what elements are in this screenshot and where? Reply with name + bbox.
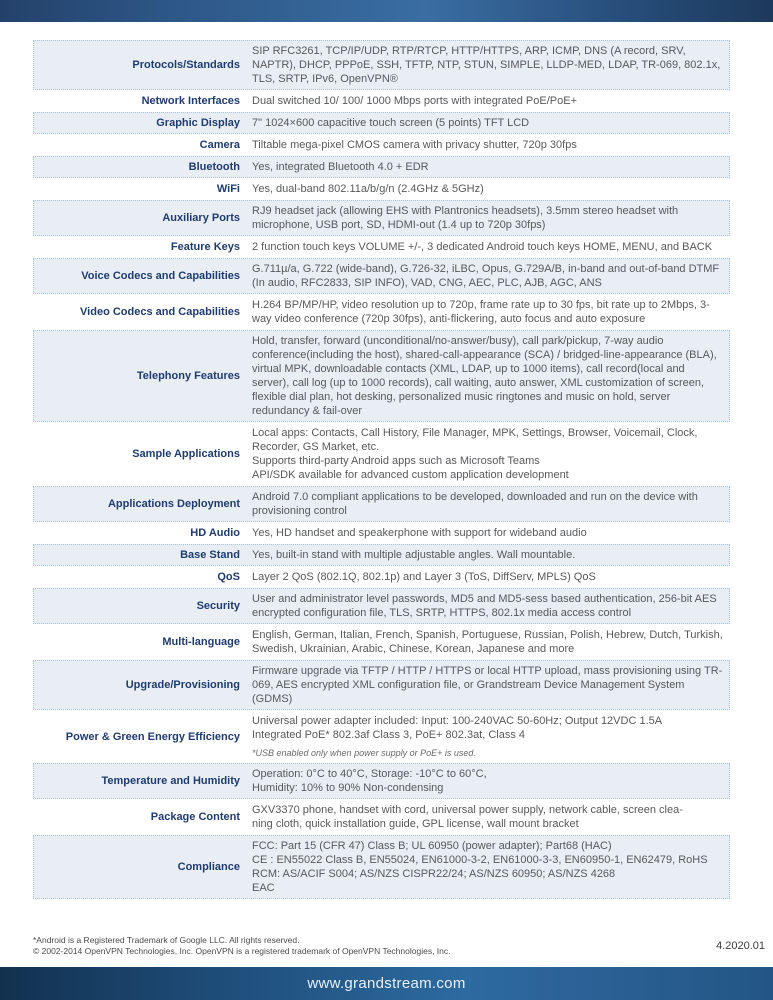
spec-label: Applications Deployment xyxy=(107,498,240,510)
spec-row xyxy=(33,835,730,899)
spec-value xyxy=(252,259,729,293)
spec-row xyxy=(33,178,730,200)
spec-value-line: 7" 1024×600 capacitive touch screen (5 points) TFT LCD xyxy=(252,117,530,129)
spec-label: Camera xyxy=(199,139,240,151)
spec-value-line: G.711µ/a, G.722 (wide-band), G.726-32, iLBC, Opus, G.729A/B, in-band and out-of-band DTMF (In audio, RFC2833, SIP INFO), VAD, CNG, AEC, PLC, AJB, AGC, ANS xyxy=(252,263,720,289)
spec-row xyxy=(33,112,730,134)
spec-label: Network Interfaces xyxy=(141,95,240,107)
spec-label: Telephony Features xyxy=(136,370,240,382)
spec-value xyxy=(252,567,729,587)
spec-label: HD Audio xyxy=(190,527,240,539)
spec-label: WiFi xyxy=(216,183,240,195)
spec-value-line: English, German, Italian, French, Spanish, Portuguese, Russian, Polish, Hebrew, Dutch, Turkish, Swedish, Ukrainian, Arabic, Chinese, Korean, Japanese and more xyxy=(252,629,723,655)
spec-label: Temperature and Humidity xyxy=(101,775,240,787)
spec-label: Base Stand xyxy=(180,549,240,561)
spec-label: Package Content xyxy=(150,811,240,823)
spec-value xyxy=(252,113,729,133)
spec-row xyxy=(33,258,730,294)
spec-value xyxy=(252,711,729,762)
spec-label: Multi-language xyxy=(162,636,240,648)
spec-value-line: Yes, integrated Bluetooth 4.0 + EDR xyxy=(252,161,429,173)
spec-label: Upgrade/Provisioning xyxy=(125,679,240,691)
spec-value xyxy=(252,157,729,177)
spec-value-line: H.264 BP/MP/HP, video resolution up to 720p, frame rate up to 30 fps, bit rate up to 2Mbps, 3-way video conference (720p 30fps), anti-flickering, auto focus and auto exposure xyxy=(252,299,710,325)
spec-row xyxy=(33,588,730,624)
spec-value xyxy=(252,237,729,257)
spec-value-line: 2 function touch keys VOLUME +/-, 3 dedicated Android touch keys HOME, MENU, and BACK xyxy=(252,241,713,253)
spec-row xyxy=(33,156,730,178)
spec-row xyxy=(33,486,730,522)
spec-value xyxy=(252,201,729,235)
website-link[interactable]: www.grandstream.com xyxy=(307,975,466,992)
spec-row xyxy=(33,660,730,710)
spec-value-line: Integrated PoE* 802.3af Class 3, PoE+ 802.3at, Class 4 xyxy=(252,729,526,741)
spec-value xyxy=(252,545,729,565)
spec-value-line: Android 7.0 compliant applications to be developed, downloaded and run on the device with provisioning control xyxy=(252,491,698,517)
spec-value xyxy=(252,91,729,111)
spec-row xyxy=(33,566,730,588)
spec-row xyxy=(33,624,730,660)
spec-label: Security xyxy=(196,600,240,612)
spec-row xyxy=(33,40,730,90)
spec-label: Voice Codecs and Capabilities xyxy=(81,270,240,282)
spec-row xyxy=(33,90,730,112)
spec-value xyxy=(252,589,729,623)
spec-row xyxy=(33,763,730,799)
spec-value-line: ning cloth, quick installation guide, GPL license, wall mount bracket xyxy=(252,818,579,830)
spec-value xyxy=(252,423,729,485)
android-trademark-note: *Android is a Registered Trademark of Google LLC. All rights reserved. xyxy=(33,935,300,945)
spec-value-line: Firmware upgrade via TFTP / HTTP / HTTPS or local HTTP upload, mass provisioning using TR-069, AES encrypted XML configuration file, or Grandstream Device Management System (GDMS) xyxy=(252,665,723,705)
openvpn-trademark-note: © 2002-2014 OpenVPN Technologies, Inc. OpenVPN is a registered trademark of OpenVPN Technologies, Inc. xyxy=(33,946,451,956)
spec-value-line: Yes, dual-band 802.11a/b/g/n (2.4GHz & 5GHz) xyxy=(252,183,484,195)
spec-label: Compliance xyxy=(177,861,240,873)
spec-value xyxy=(252,764,729,798)
spec-sheet-table xyxy=(33,40,730,899)
spec-row xyxy=(33,544,730,566)
spec-value-line: Tiltable mega-pixel CMOS camera with privacy shutter, 720p 30fps xyxy=(252,139,577,151)
spec-row xyxy=(33,799,730,835)
spec-value-line: Dual switched 10/ 100/ 1000 Mbps ports with integrated PoE/PoE+ xyxy=(252,95,577,107)
spec-value xyxy=(252,625,729,659)
spec-row-footnote: *USB enabled only when power supply or PoE+ is used. xyxy=(252,748,476,758)
spec-value-line: SIP RFC3261, TCP/IP/UDP, RTP/RTCP, HTTP/HTTPS, ARP, ICMP, DNS (A record, SRV, NAPTR), DHCP, PPPoE, SSH, TFTP, NTP, STUN, SIMPLE, LLDP-MED, LDAP, TR-069, 802.1x, TLS, SRTP, IPv6, OpenVPN® xyxy=(252,45,721,85)
spec-value xyxy=(252,179,729,199)
spec-rows-container xyxy=(33,40,730,899)
spec-value-line: RCM: AS/ACIF S004; AS/NZS CISPR22/24; AS/NZS 60950; AS/NZS 4268 xyxy=(252,868,616,880)
top-banner xyxy=(0,0,773,22)
spec-value-line: Yes, built-in stand with multiple adjustable angles. Wall mountable. xyxy=(252,549,576,561)
spec-value-line: EAC xyxy=(252,882,275,894)
spec-label: QoS xyxy=(217,571,240,583)
spec-value-line: RJ9 headset jack (allowing EHS with Plantronics headsets), 3.5mm stereo headset with microphone, USB port, SD, HDMI-out (1.4 up to 720p 30fps) xyxy=(252,205,679,231)
spec-value-line: User and administrator level passwords, MD5 and MD5-sess based authentication, 256-bit AES encrypted configuration file, TLS, SRTP, HTTPS, 802.1x media access control xyxy=(252,593,717,619)
spec-value-line: Yes, HD handset and speakerphone with support for wideband audio xyxy=(252,527,587,539)
spec-row xyxy=(33,200,730,236)
spec-label: Feature Keys xyxy=(170,241,240,253)
spec-value xyxy=(252,295,729,329)
spec-value xyxy=(252,800,729,834)
spec-value-line: CE : EN55022 Class B, EN55024, EN61000-3-2, EN61000-3-3, EN60950-1, EN62479, RoHS xyxy=(252,854,708,866)
spec-row xyxy=(33,522,730,544)
spec-value xyxy=(252,41,729,89)
spec-value-line: Layer 2 QoS (802.1Q, 802.1p) and Layer 3 (ToS, DiffServ, MPLS) QoS xyxy=(252,571,596,583)
spec-value xyxy=(252,487,729,521)
spec-row xyxy=(33,330,730,422)
spec-value-line: Universal power adapter included: Input: 100-240VAC 50-60Hz; Output 12VDC 1.5A xyxy=(252,715,663,727)
spec-row xyxy=(33,134,730,156)
spec-row xyxy=(33,422,730,486)
spec-row xyxy=(33,294,730,330)
spec-label: Power & Green Energy Efficiency xyxy=(65,730,240,743)
bottom-banner xyxy=(0,967,773,1000)
spec-label: Sample Applications xyxy=(132,448,240,460)
spec-value-line: Supports third-party Android apps such as Microsoft Teams xyxy=(252,455,540,467)
spec-label: Protocols/Standards xyxy=(132,59,240,71)
spec-value-line: GXV3370 phone, handset with cord, universal power supply, network cable, screen clea- xyxy=(252,804,683,816)
spec-value-line: Operation: 0°C to 40°C, Storage: -10°C to 60°C, xyxy=(252,768,487,780)
spec-value-line: API/SDK available for advanced custom application development xyxy=(252,469,569,481)
spec-label: Video Codecs and Capabilities xyxy=(80,306,240,318)
spec-value-line: Local apps: Contacts, Call History, File Manager, MPK, Settings, Browser, Voicemail, Clock, Recorder, GS Market, etc. xyxy=(252,427,698,453)
spec-value xyxy=(252,836,729,898)
spec-row xyxy=(33,710,730,763)
spec-value xyxy=(252,135,729,155)
spec-label: Bluetooth xyxy=(188,161,240,173)
spec-value xyxy=(252,331,729,421)
spec-label: Auxiliary Ports xyxy=(162,212,240,224)
spec-value-line: Hold, transfer, forward (unconditional/no-answer/busy), call park/pickup, 7-way audio conference(including the host), shared-call-appearance (SCA) / bridged-line-appearance (BLA), virtual MPK, downloadable contacts (XML, LDAP, up to 1000 items), call record(local and server), call log (up to 1000 records), call waiting, auto answer, XML customization of screen, flexible dial plan, hot desking, personalized music ringtones and music on hold, server redundancy & fail-over xyxy=(252,335,717,417)
spec-value xyxy=(252,523,729,543)
spec-value-line: FCC: Part 15 (CFR 47) Class B; UL 60950 (power adapter); Part68 (HAC) xyxy=(252,840,612,852)
spec-value-line: Humidity: 10% to 90% Non-condensing xyxy=(252,782,444,794)
spec-value xyxy=(252,661,729,709)
document-version: 4.2020.01 xyxy=(716,940,765,952)
spec-label: Graphic Display xyxy=(156,117,240,129)
spec-row xyxy=(33,236,730,258)
page-footnotes xyxy=(33,935,451,957)
